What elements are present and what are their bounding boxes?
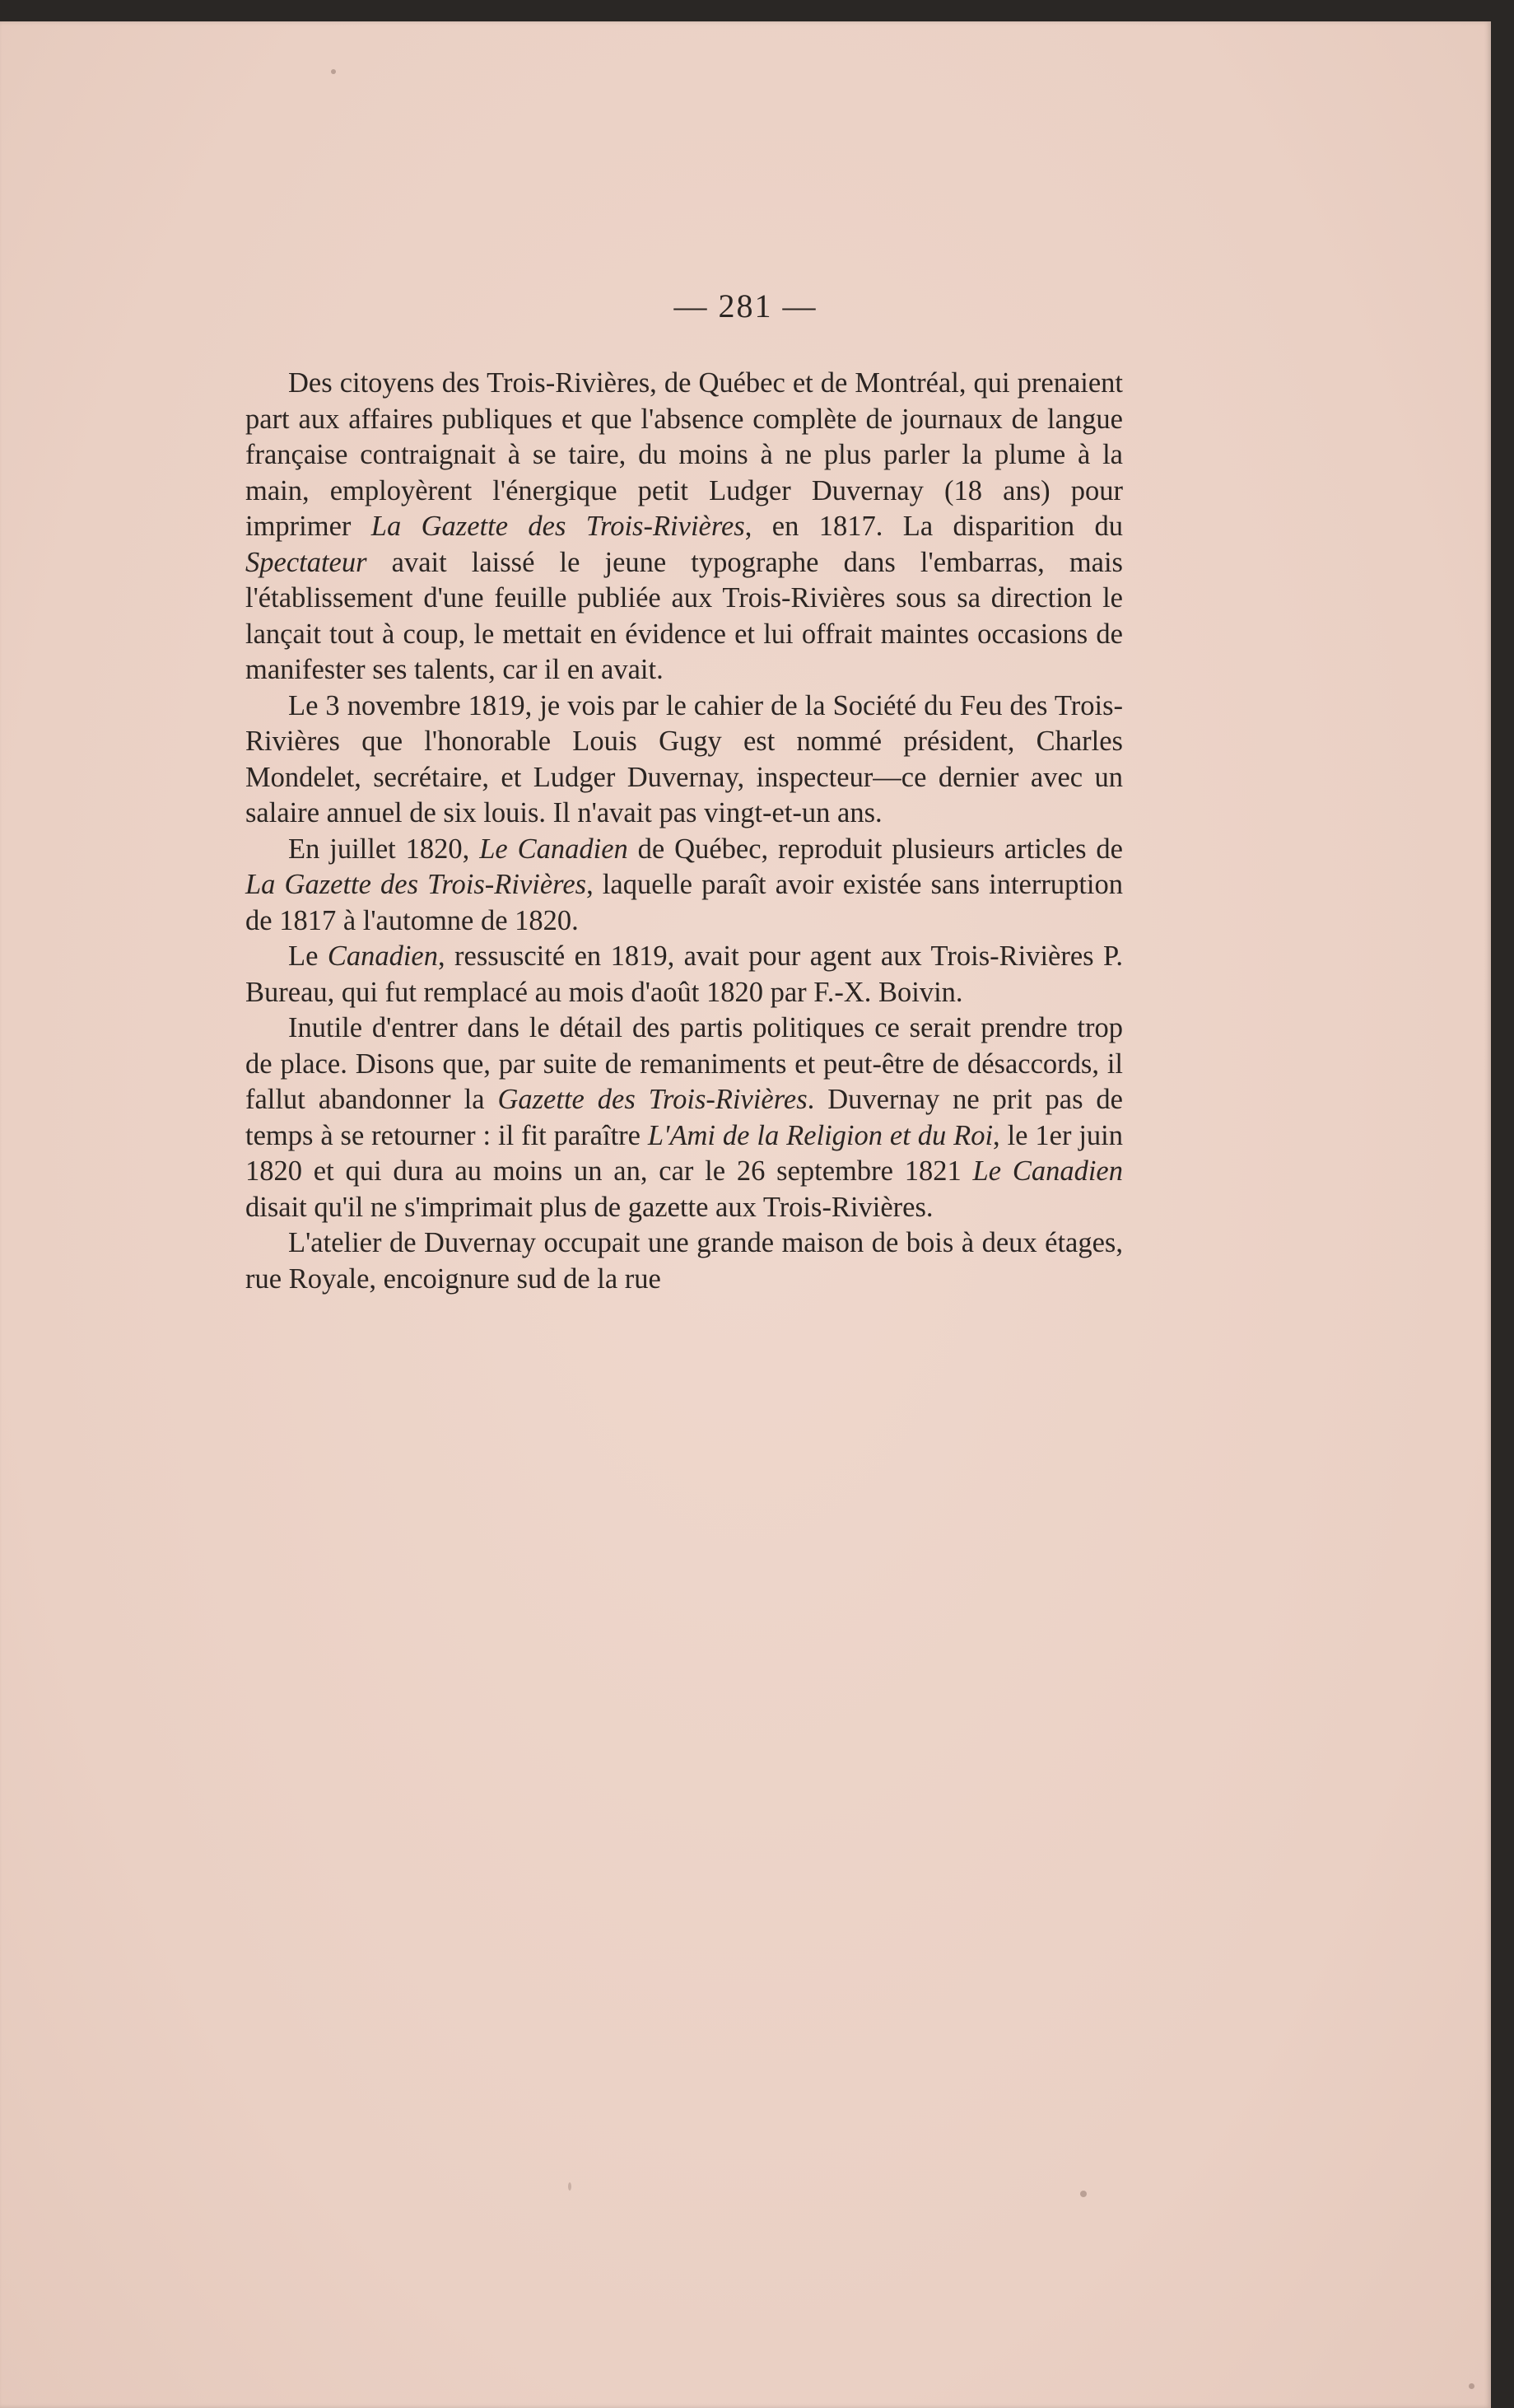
text-run: , en 1817. La disparition du <box>744 511 1123 542</box>
text-run: Inutile d'entrer dans le détail des partis politiques ce serait prendre trop de place. Disons que, par suite de remaniments et peut-être de désaccords, il fallut abandonner la <box>245 1012 1123 1115</box>
paragraph <box>245 366 1123 688</box>
paragraph <box>245 939 1123 1010</box>
text-run: Le <box>288 940 328 972</box>
italic-title: Spectateur <box>245 546 367 578</box>
text-run: En juillet 1820, <box>288 833 480 865</box>
paragraph <box>245 1010 1123 1225</box>
paper-speck <box>568 2182 571 2191</box>
italic-title: La Gazette des Trois-Rivières <box>245 869 587 900</box>
text-run: Le 3 novembre 1819, je vois par le cahier de la Société du Feu des Trois-Rivières que l'honorable Louis Gugy est nommé président, Charles Mondelet, secrétaire, et Ludger Duvernay, inspecteur—ce dernier avec un salaire annuel de six louis. Il n'avait pas vingt-et-un ans. <box>245 689 1123 828</box>
text-run: , le 1er juin 1820 et qui dura au moins un an, car le 26 septembre 1821 <box>245 1119 1124 1187</box>
paper-speck <box>1469 2383 1474 2389</box>
italic-title: Canadien <box>327 940 438 972</box>
text-run: . Duvernay ne prit pas de temps à se retourner : il fit paraître <box>245 1084 1123 1151</box>
text-run: disait qu'il ne s'imprimait plus de gazette aux Trois-Rivières. <box>245 1191 934 1223</box>
italic-title: L'Ami de la Religion et du Roi <box>647 1119 994 1151</box>
text-run: , ressuscité en 1819, avait pour agent aux Trois-Rivières P. Bureau, qui fut remplacé au mois d'août 1820 par F.-X. Boivin. <box>245 940 1123 1008</box>
text-run: Des citoyens des Trois-Rivières, de Québec et de Montréal, qui prenaient part aux affaires publiques et que l'absence complète de journaux de langue française contraignait à se taire, du moins à ne plus parler la plume à la main, employèrent l'énergique petit Ludger Duvernay (18 ans) pour imprimer <box>245 367 1123 542</box>
text-run: , laquelle paraît avoir existée sans interruption de 1817 à l'automne de 1820. <box>245 869 1123 936</box>
italic-title: La Gazette des Trois-Rivières <box>370 511 745 542</box>
paragraph <box>245 688 1123 832</box>
body-text <box>245 366 1123 1297</box>
paper-speck <box>331 69 336 74</box>
paragraph <box>245 832 1123 940</box>
page-number: — 281 — <box>673 287 818 324</box>
italic-title: Gazette des Trois-Rivières <box>497 1084 808 1115</box>
text-run: de Québec, reproduit plusieurs articles de <box>627 833 1123 865</box>
book-page <box>0 21 1491 2408</box>
paragraph <box>245 1225 1123 1297</box>
paper-speck <box>1080 2191 1087 2197</box>
italic-title: Le Canadien <box>479 833 628 865</box>
text-run: avait laissé le jeune typographe dans l'embarras, mais l'établissement d'une feuille publiée aux Trois-Rivières sous sa direction le lançait tout à coup, le mettait en évidence et lui offrait maintes occasions de manifester ses talents, car il en avait. <box>245 546 1123 685</box>
italic-title: Le Canadien <box>972 1155 1123 1187</box>
text-run: L'atelier de Duvernay occupait une grande maison de bois à deux étages, rue Royale, encoignure sud de la rue <box>245 1227 1123 1295</box>
